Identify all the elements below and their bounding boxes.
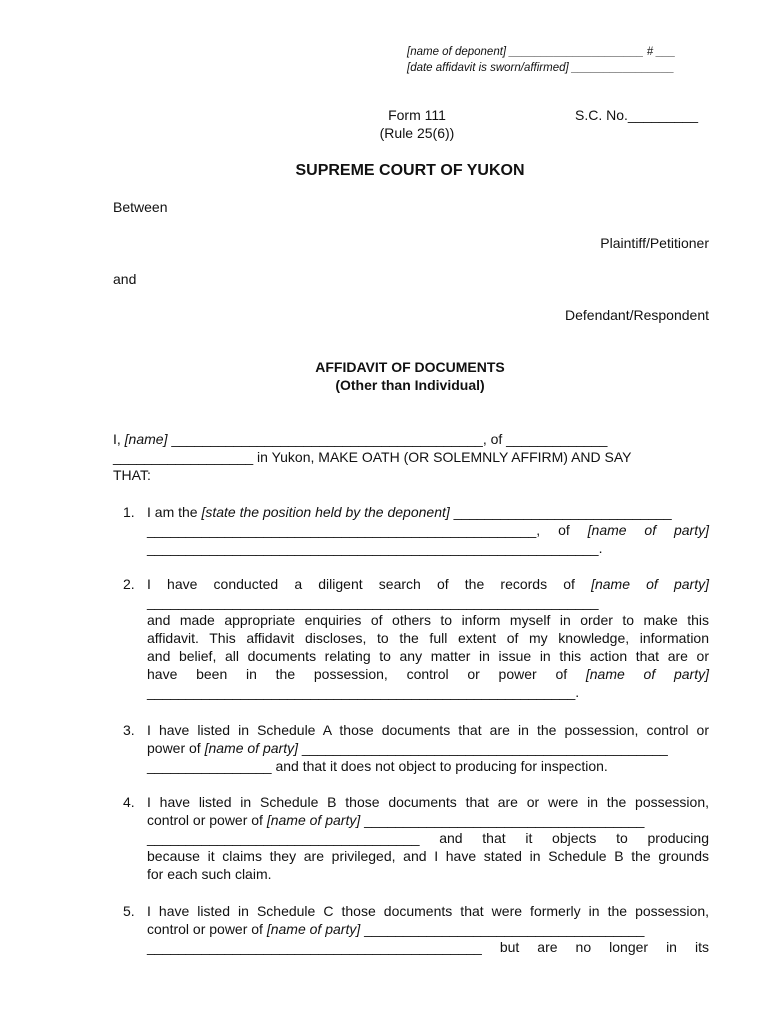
- date-sworn-line-text: [date affidavit is sworn/affirmed] ________________: [407, 62, 675, 74]
- item-2-party-placeholder: [name of party]: [591, 576, 709, 592]
- plaintiff-label: Plaintiff/Petitioner: [600, 235, 709, 251]
- intro-paragraph: [113, 430, 632, 484]
- document-subtitle: (Other than Individual): [335, 377, 485, 393]
- deponent-line-text: [name of deponent] _____________________ # ___: [407, 46, 676, 58]
- intro-prefix: I,: [113, 431, 125, 447]
- form-rule: (Rule 25(6)): [379, 125, 455, 141]
- item-2-line-1: [147, 575, 709, 593]
- document-title: AFFIDAVIT OF DOCUMENTS: [315, 359, 505, 375]
- intro-name-placeholder: [name]: [124, 431, 168, 447]
- item-3-line-1: I have listed in Schedule A those documents that are in the possession, control or: [147, 722, 709, 738]
- item-4-blank: ____________________________________: [360, 812, 645, 828]
- item-5-text: control or power of: [147, 921, 267, 937]
- item-1-placeholder: [state the position held by the deponent]: [201, 504, 450, 520]
- item-5-line-2: [147, 920, 709, 938]
- item-5-party-placeholder: [name of party]: [266, 921, 361, 937]
- item-2-line-2: __________________________________________________________: [147, 594, 599, 610]
- item-4-line-2: [147, 811, 709, 829]
- sc-number: S.C. No._________: [575, 107, 698, 123]
- item-number-5: 5.: [123, 903, 135, 919]
- item-4-text: control or power of: [147, 812, 267, 828]
- item-2-line-3: and made appropriate enquiries of others to inform myself in order to make this: [147, 612, 709, 628]
- item-4-line-5: for each such claim.: [147, 866, 272, 882]
- item-4-line-4: because it claims they are privileged, and I have stated in Schedule B the grounds: [147, 848, 709, 864]
- item-number-2: 2.: [123, 576, 135, 592]
- item-3-blank: _______________________________________________: [297, 740, 668, 756]
- item-2-text: I have conducted a diligent search of the records of: [147, 576, 592, 592]
- item-1-party-placeholder: [name of party]: [587, 522, 709, 538]
- item-4: [147, 793, 709, 883]
- intro-line-2: __________________ in Yukon, MAKE OATH (OR SOLEMNLY AFFIRM) AND SAY: [113, 449, 632, 465]
- intro-line-1: [113, 430, 632, 448]
- item-2-line-4: affidavit. This affidavit discloses, to the full extent of my knowledge, information: [147, 630, 709, 646]
- item-2-text-2: have been in the possession, control or power of: [147, 666, 586, 682]
- and-label: and: [113, 271, 137, 287]
- intro-name-blank: ________________________________________, of _____________: [167, 431, 608, 447]
- form-number: Form 111: [388, 107, 446, 123]
- item-4-line-3: ___________________________________ and that it objects to producing: [147, 830, 709, 846]
- item-number-4: 4.: [123, 794, 135, 810]
- item-5: [147, 902, 709, 956]
- item-2-line-5: and belief, all documents relating to any matter in issue in this action that are or: [147, 648, 709, 664]
- item-1-text: I am the: [147, 504, 202, 520]
- item-1-blank: ____________________________: [449, 504, 672, 520]
- between-label: Between: [113, 199, 168, 215]
- item-1-line-2: [147, 521, 709, 539]
- item-2-line-6: [147, 665, 709, 683]
- item-5-blank: ____________________________________: [360, 921, 645, 937]
- item-2-line-7: _______________________________________________________.: [147, 684, 580, 700]
- item-3-party-placeholder: [name of party]: [204, 740, 298, 756]
- item-5-line-1: I have listed in Schedule C those documents that were formerly in the possession,: [147, 903, 709, 919]
- item-1-line-3: __________________________________________________________.: [147, 540, 603, 556]
- item-1-line-1: [147, 503, 709, 521]
- item-3: [147, 721, 709, 775]
- item-4-party-placeholder: [name of party]: [266, 812, 361, 828]
- intro-line-3: THAT:: [113, 467, 151, 483]
- item-1-blank-2: __________________________________________________, of: [147, 522, 588, 538]
- deponent-line: [407, 46, 676, 58]
- item-number-3: 3.: [123, 722, 135, 738]
- item-number-1: 1.: [123, 504, 135, 520]
- item-3-line-3: ________________ and that it does not object to producing for inspection.: [147, 758, 608, 774]
- court-title: SUPREME COURT OF YUKON: [295, 162, 525, 179]
- date-sworn-line: [407, 62, 674, 74]
- item-2-party-placeholder-2: [name of party]: [585, 666, 709, 682]
- item-3-text: power of: [147, 740, 205, 756]
- item-2: [147, 575, 709, 701]
- item-4-line-1: I have listed in Schedule B those documents that are or were in the possession,: [147, 794, 709, 810]
- defendant-label: Defendant/Respondent: [565, 307, 709, 323]
- item-5-line-3: ___________________________________________ but are no longer in its: [147, 939, 709, 955]
- item-3-line-2: [147, 739, 709, 757]
- item-1: [147, 503, 709, 557]
